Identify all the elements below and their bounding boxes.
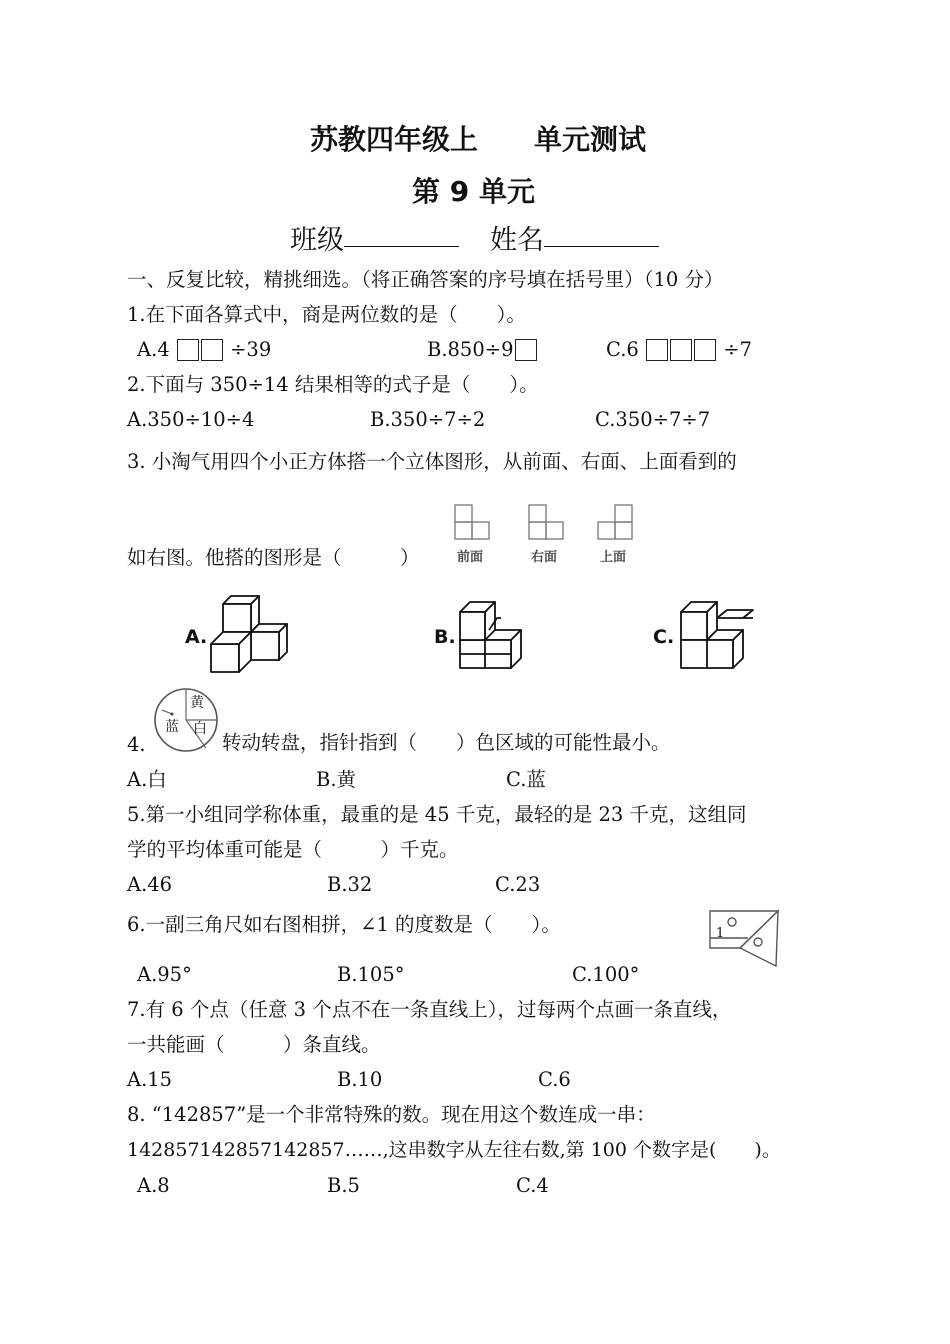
- digit-box: [694, 339, 716, 361]
- q7-option-b[interactable]: B.10: [337, 1068, 383, 1091]
- q8-line2: 142857142857142857……,这串数字从左往右数,第 100 个数字是( )。: [127, 1139, 781, 1161]
- q5-option-c[interactable]: C.23: [495, 873, 541, 896]
- q1-a-suffix: ÷39: [230, 338, 272, 361]
- q4-option-a[interactable]: A.白: [127, 768, 167, 791]
- name-label: 姓名: [490, 225, 544, 256]
- q1-option-a[interactable]: [137, 338, 271, 362]
- q6-option-b[interactable]: B.105°: [337, 963, 405, 986]
- spinner-label-white: 白: [193, 721, 207, 737]
- q1-c-suffix: ÷7: [723, 338, 752, 361]
- digit-box: [515, 339, 537, 361]
- q5-line2: 学的平均体重可能是（ ）千克。: [127, 838, 459, 861]
- q4-option-c[interactable]: C.蓝: [506, 768, 546, 791]
- cube-figure-b: [455, 600, 530, 675]
- q8-line1: 8. “142857”是一个非常特殊的数。现在用这个数连成一串：: [127, 1103, 656, 1126]
- q1-b-prefix: B.850÷9: [427, 338, 514, 361]
- q2-option-a[interactable]: A.350÷10÷4: [127, 408, 255, 431]
- q3-option-b-label[interactable]: B.: [434, 626, 456, 648]
- view-top-figure: [598, 505, 638, 545]
- q8-option-c[interactable]: C.4: [516, 1174, 549, 1197]
- digit-box: [646, 339, 668, 361]
- q8-option-a[interactable]: A.8: [137, 1174, 170, 1197]
- angle-label: 1: [716, 926, 725, 941]
- view-top-label: 上面: [600, 550, 627, 565]
- spinner-label-yellow: 黄: [190, 695, 204, 711]
- page-title: 苏教四年级上 单元测试: [310, 123, 647, 156]
- q5-option-b[interactable]: B.32: [327, 873, 373, 896]
- view-right-figure: [529, 505, 569, 545]
- q4-text: 转动转盘，指针指到（ ）色区域的可能性最小。: [222, 731, 671, 754]
- q3-option-c-label[interactable]: C.: [653, 626, 675, 648]
- q4-option-b[interactable]: B.黄: [316, 768, 357, 791]
- spinner-icon: [152, 686, 220, 754]
- class-label: 班级: [290, 225, 344, 256]
- q2-option-b[interactable]: B.350÷7÷2: [370, 408, 486, 431]
- q7-line2: 一共能画（ ）条直线。: [127, 1033, 381, 1056]
- cube-figure-c: [677, 600, 757, 675]
- view-front-figure: [455, 505, 495, 545]
- q6-stem: 6.一副三角尺如右图相拼，∠1 的度数是（ ）。: [127, 913, 561, 936]
- name-field[interactable]: [490, 218, 659, 257]
- section-heading: 一、反复比较，精挑细选。（将正确答案的序号填在括号里）（10 分）: [127, 268, 724, 291]
- class-blank[interactable]: [344, 245, 459, 247]
- q6-option-a[interactable]: A.95°: [137, 963, 192, 986]
- view-front-label: 前面: [457, 550, 484, 565]
- q1-stem: 1.在下面各算式中，商是两位数的是（ ）。: [127, 303, 526, 326]
- q1-a-prefix: A.4: [137, 338, 170, 361]
- spinner-label-blue: 蓝: [165, 719, 179, 735]
- q8-option-b[interactable]: B.5: [327, 1174, 360, 1197]
- digit-box: [201, 339, 223, 361]
- q6-option-c[interactable]: C.100°: [572, 963, 640, 986]
- q7-option-c[interactable]: C.6: [538, 1068, 571, 1091]
- digit-box: [670, 339, 692, 361]
- q5-line1: 5.第一小组同学称体重，最重的是 45 千克，最轻的是 23 千克，这组同: [127, 803, 747, 826]
- class-field[interactable]: [290, 218, 459, 257]
- q1-option-b[interactable]: [427, 338, 538, 362]
- q4-number: 4.: [127, 733, 146, 756]
- unit-label: 第 9 单元: [412, 175, 535, 208]
- q2-option-c[interactable]: C.350÷7÷7: [595, 408, 711, 431]
- digit-box: [177, 339, 199, 361]
- q3-stem-line2: 如右图。他搭的图形是（ ）: [127, 546, 420, 569]
- view-right-label: 右面: [531, 550, 558, 565]
- q7-line1: 7.有 6 个点（任意 3 个点不在一条直线上），过每两个点画一条直线，: [127, 998, 732, 1021]
- q3-stem-line1: 3. 小淘气用四个小正方体搭一个立体图形，从前面、右面、上面看到的: [127, 450, 737, 473]
- q1-c-prefix: C.6: [606, 338, 639, 361]
- q5-option-a[interactable]: A.46: [127, 873, 173, 896]
- cube-figure-a: [205, 592, 295, 682]
- name-blank[interactable]: [544, 245, 659, 247]
- q2-stem: 2.下面与 350÷14 结果相等的式子是（ ）。: [127, 373, 539, 396]
- q1-option-c[interactable]: [606, 338, 752, 362]
- q3-option-a-label[interactable]: A.: [185, 626, 208, 648]
- q7-option-a[interactable]: A.15: [127, 1068, 173, 1091]
